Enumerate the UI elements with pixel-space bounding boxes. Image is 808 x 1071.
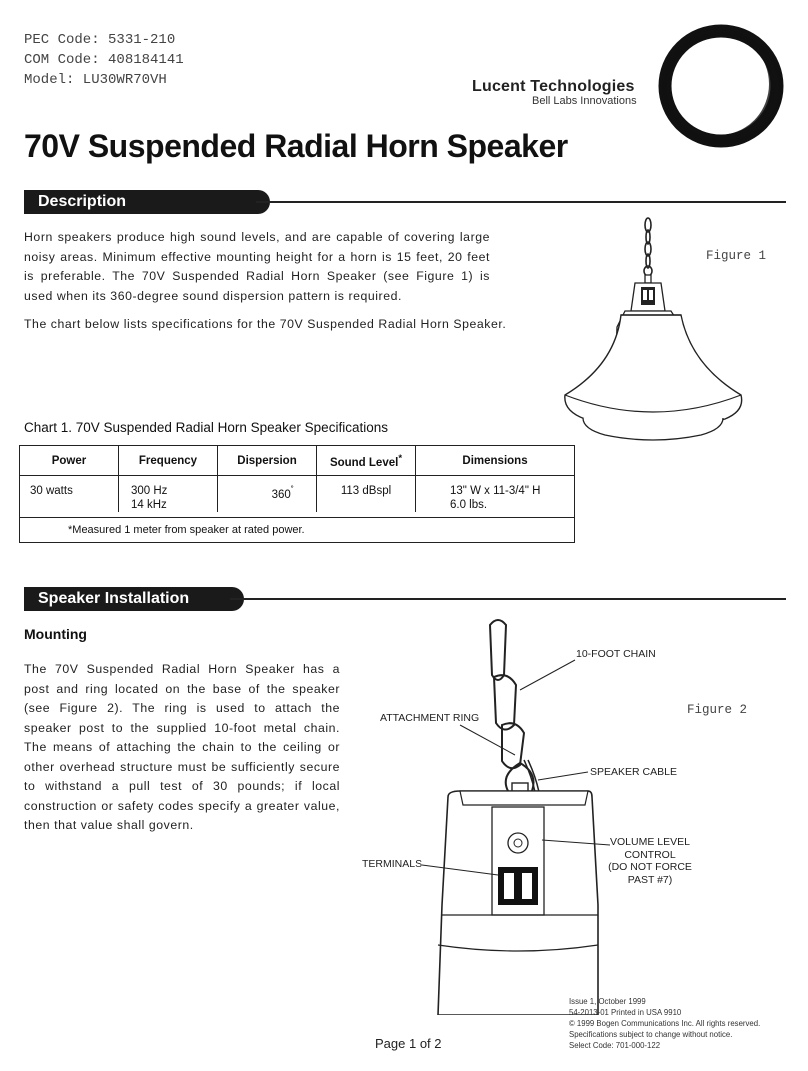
dimensions-size: 13" W x 11-3/4" H xyxy=(450,485,541,497)
header-frequency: Frequency xyxy=(119,446,218,476)
header-dispersion: Dispersion xyxy=(218,446,317,476)
description-paragraph: Horn speakers produce high sound levels, and are capable of covering large noisy areas. Minimum effective mounting height for a horn is 15 feet, 20 feet is preferable. The 70V Suspended Radial Horn Speaker (see Figure 1) is used when its 360-degree sound dispersion pattern is required. xyxy=(24,230,490,303)
section-divider xyxy=(230,598,786,600)
table-row xyxy=(20,476,575,513)
figure-2-label: Figure 2 xyxy=(687,703,748,717)
description-heading: Description xyxy=(24,190,270,214)
specifications-table xyxy=(19,445,575,543)
cell-sound-level: 113 dBspl xyxy=(317,476,416,513)
brand-subtitle: Bell Labs Innovations xyxy=(532,95,637,107)
mounting-heading: Mounting xyxy=(24,626,87,642)
brand-block xyxy=(472,78,637,107)
sound-level-footnote-mark: * xyxy=(398,452,403,464)
document-codes xyxy=(24,30,184,90)
callout-speaker-cable: SPEAKER CABLE xyxy=(590,766,677,778)
degree-mark: ˚ xyxy=(290,485,294,496)
callout-terminals: TERMINALS xyxy=(362,858,423,870)
footer-print: 54-2013-01 Printed in USA 9910 xyxy=(569,1008,682,1017)
callout-attachment-ring: ATTACHMENT RING xyxy=(380,712,480,724)
chart-title: Chart 1. 70V Suspended Radial Horn Speaker Specifications xyxy=(24,420,388,435)
speaker-figure-1 xyxy=(555,215,751,455)
pec-code: PEC Code: 5331-210 xyxy=(24,32,176,48)
table-note-row xyxy=(20,518,575,543)
callout-volume-line-4: PAST #7) xyxy=(627,873,673,886)
com-code: COM Code: 408184141 xyxy=(24,52,184,68)
page-title: 70V Suspended Radial Horn Speaker xyxy=(24,128,568,164)
chart-intro-paragraph: The chart below lists specifications for the 70V Suspended Radial Horn Speaker. xyxy=(24,317,507,331)
footer-select-code: Select Code: 701-000-122 xyxy=(569,1041,661,1050)
callout-chain: 10-FOOT CHAIN xyxy=(576,648,656,660)
callout-volume-control xyxy=(603,836,697,886)
lucent-logo-icon xyxy=(655,22,787,150)
section-divider xyxy=(256,201,786,203)
installation-heading: Speaker Installation xyxy=(24,587,244,611)
header-sound-level-cell xyxy=(317,446,416,476)
footer-copyright: © 1999 Bogen Communications Inc. All rights reserved. xyxy=(569,1019,761,1028)
dispersion-value: 360 xyxy=(271,488,291,501)
chain-icon xyxy=(644,218,652,276)
frequency-low: 300 Hz xyxy=(131,485,168,497)
brand-name: Lucent Technologies xyxy=(472,78,635,95)
installation-section-bar xyxy=(24,587,786,611)
cell-dimensions xyxy=(416,476,575,513)
header-dimensions: Dimensions xyxy=(416,446,575,476)
footer-notice: Specifications subject to change without notice. xyxy=(569,1030,733,1039)
figure-1-label: Figure 1 xyxy=(706,249,767,263)
description-section-bar xyxy=(24,190,786,214)
cell-power: 30 watts xyxy=(20,476,119,513)
table-header-row xyxy=(20,446,575,476)
frequency-high: 14 kHz xyxy=(131,499,167,511)
mounting-paragraph: The 70V Suspended Radial Horn Speaker has a post and ring located on the base of the speaker (see Figure 2). The ring is used to attach the speaker post to the supplied 10-foot metal chain. The means of attaching the chain to the ceiling or other overhead structure must be sufficiently secure to withstand a pull test of 30 pounds; if local construction or safety codes specify a greater value, then that value shall govern. xyxy=(24,662,340,832)
cell-dispersion xyxy=(218,476,317,513)
header-sound-level: Sound Level xyxy=(329,456,399,469)
model-number: Model: LU30WR70VH xyxy=(24,72,167,88)
footer-notices xyxy=(569,996,760,1051)
callout-volume-line-1: VOLUME LEVEL xyxy=(610,836,690,848)
dimensions-weight: 6.0 lbs. xyxy=(450,499,488,511)
header-power: Power xyxy=(20,446,119,476)
callout-volume-line-2: CONTROL xyxy=(624,848,676,861)
callout-volume-line-3: (DO NOT FORCE xyxy=(608,861,692,873)
table-footnote: *Measured 1 meter from speaker at rated power. xyxy=(20,518,575,543)
footer-issue: Issue 1, October 1999 xyxy=(569,997,646,1006)
page-number: Page 1 of 2 xyxy=(375,1036,442,1051)
cell-frequency xyxy=(119,476,218,513)
